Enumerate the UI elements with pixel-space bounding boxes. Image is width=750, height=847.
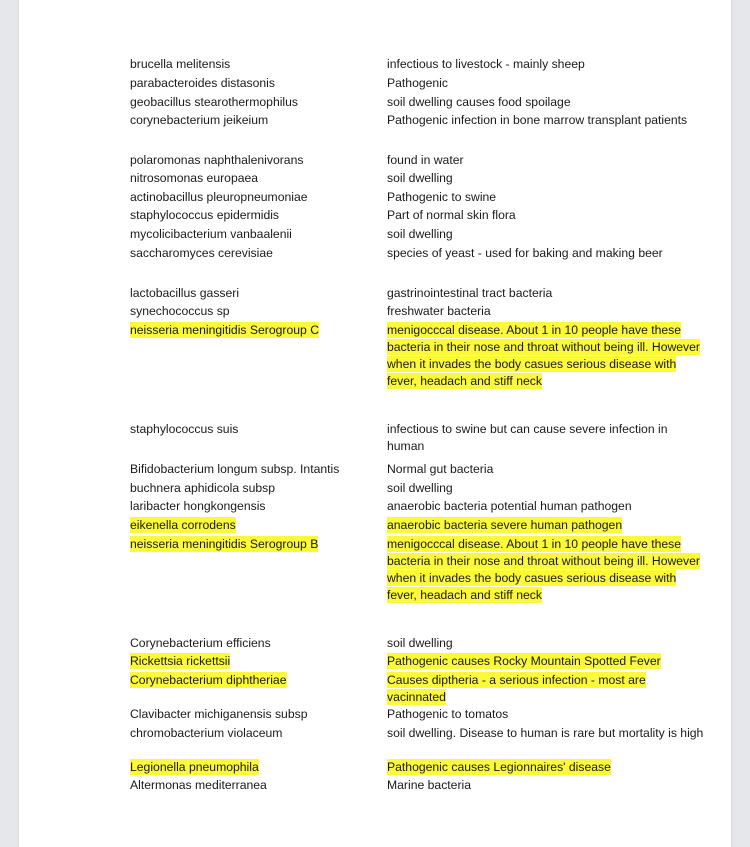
organism-description-text: anaerobic bacteria potential human pathogen — [387, 499, 632, 513]
organism-name-text: geobacillus stearothermophilus — [130, 95, 299, 109]
organism-description-text: species of yeast - used for baking and making beer — [387, 246, 663, 260]
organism-description — [387, 56, 707, 73]
organism-name — [130, 536, 375, 553]
organism-name — [130, 480, 375, 497]
organism-name-text: synechococcus sp — [130, 304, 230, 318]
organism-description — [387, 303, 707, 320]
organism-description-text: found in water — [387, 153, 464, 167]
organism-description — [387, 759, 707, 776]
organism-description — [387, 189, 707, 206]
organism-description — [387, 75, 707, 92]
organism-description — [387, 536, 707, 604]
organism-name — [130, 170, 375, 187]
organism-name-text: laribacter hongkongensis — [130, 499, 266, 513]
organism-name — [130, 303, 375, 320]
organism-description — [387, 653, 707, 670]
organism-description — [387, 152, 707, 169]
organism-name — [130, 56, 375, 73]
organism-name-text: Bifidobacterium longum subsp. Intantis — [130, 462, 340, 476]
organism-description-text: menigocccal disease. About 1 in 10 people have these bacteria in their nose and throat without being ill. However when it invades the body casues serious disease with fever, headach and stiff neck — [387, 323, 700, 388]
organism-name — [130, 75, 375, 92]
organism-name-text: actinobacillus pleuropneumoniae — [130, 190, 308, 204]
organism-description — [387, 517, 707, 534]
organism-description-text: Pathogenic infection in bone marrow transplant patients — [387, 113, 688, 127]
organism-description — [387, 170, 707, 187]
organism-description-text: soil dwelling — [387, 481, 453, 495]
organism-description — [387, 94, 707, 111]
organism-name-text: chromobacterium violaceum — [130, 726, 283, 740]
document-page — [19, 0, 731, 847]
organism-name — [130, 498, 375, 515]
organism-name — [130, 226, 375, 243]
organism-name — [130, 207, 375, 224]
organism-description-text: infectious to swine but can cause severe infection in human — [387, 422, 668, 453]
organism-name — [130, 94, 375, 111]
organism-description-text: menigocccal disease. About 1 in 10 people have these bacteria in their nose and throat without being ill. However when it invades the body casues serious disease with fever, headach and stiff neck — [387, 537, 700, 602]
organism-description — [387, 207, 707, 224]
organism-name-text: neisseria meningitidis Serogroup B — [130, 537, 319, 551]
organism-description-text: soil dwelling — [387, 227, 453, 241]
organism-description — [387, 777, 707, 794]
organism-name-text: mycolicibacterium vanbaalenii — [130, 227, 292, 241]
organism-name — [130, 152, 375, 169]
organism-name-text: Corynebacterium diphtheriae — [130, 673, 287, 687]
organism-description-text: Pathogenic causes Legionnaires' disease — [387, 760, 611, 774]
organism-name-text: Corynebacterium efficiens — [130, 636, 271, 650]
organism-name-text: Altermonas mediterranea — [130, 778, 267, 792]
organism-name — [130, 461, 375, 478]
organism-description-text: freshwater bacteria — [387, 304, 491, 318]
organism-description — [387, 226, 707, 243]
organism-description — [387, 245, 707, 262]
organism-name — [130, 421, 375, 438]
organism-description-text: soil dwelling — [387, 636, 453, 650]
organism-name — [130, 725, 375, 742]
organism-name-text: Rickettsia rickettsii — [130, 654, 231, 668]
organism-name — [130, 285, 375, 302]
organism-name-text: corynebacterium jeikeium — [130, 113, 269, 127]
organism-name-text: buchnera aphidicola subsp — [130, 481, 276, 495]
organism-description-text: soil dwelling. Disease to human is rare but mortality is high — [387, 726, 704, 740]
organism-description-text: Part of normal skin flora — [387, 208, 516, 222]
organism-name-text: staphylococcus epidermidis — [130, 208, 280, 222]
organism-name — [130, 517, 375, 534]
organism-description — [387, 635, 707, 652]
organism-description-text: Causes diptheria - a serious infection - most are vacinnated — [387, 673, 646, 704]
organism-name-text: neisseria meningitidis Serogroup C — [130, 323, 320, 337]
organism-description-text: Pathogenic to swine — [387, 190, 497, 204]
organism-name-text: Legionella pneumophila — [130, 760, 259, 774]
organism-description — [387, 480, 707, 497]
organism-description — [387, 672, 707, 706]
organism-name-text: nitrosomonas europaea — [130, 171, 259, 185]
organism-name — [130, 322, 375, 339]
organism-description-text: infectious to livestock - mainly sheep — [387, 57, 585, 71]
organism-name — [130, 635, 375, 652]
organism-name-text: parabacteroides distasonis — [130, 76, 275, 90]
organism-name-text: Clavibacter michiganensis subsp — [130, 707, 308, 721]
organism-name — [130, 759, 375, 776]
organism-description — [387, 498, 707, 515]
organism-description-text: Marine bacteria — [387, 778, 471, 792]
organism-name — [130, 706, 375, 723]
organism-name-text: brucella melitensis — [130, 57, 231, 71]
organism-name — [130, 112, 375, 129]
organism-name-text: staphylococcus suis — [130, 422, 239, 436]
organism-name — [130, 653, 375, 670]
organism-description — [387, 112, 707, 129]
organism-description — [387, 285, 707, 302]
organism-name — [130, 245, 375, 262]
organism-name-text: eikenella corrodens — [130, 518, 236, 532]
organism-name-text: lactobacillus gasseri — [130, 286, 240, 300]
organism-name — [130, 189, 375, 206]
organism-description-text: soil dwelling causes food spoilage — [387, 95, 571, 109]
organism-description-text: Pathogenic — [387, 76, 448, 90]
organism-name-text: polaromonas naphthalenivorans — [130, 153, 304, 167]
organism-description — [387, 706, 707, 723]
organism-description-text: anaerobic bacteria severe human pathogen — [387, 518, 623, 532]
organism-description — [387, 322, 707, 390]
organism-description-text: Pathogenic causes Rocky Mountain Spotted Fever — [387, 654, 661, 668]
organism-description-text: soil dwelling — [387, 171, 453, 185]
organism-name — [130, 672, 375, 689]
organism-description — [387, 461, 707, 478]
organism-description — [387, 421, 707, 455]
organism-description — [387, 725, 707, 742]
organism-description-text: Normal gut bacteria — [387, 462, 494, 476]
organism-name-text: saccharomyces cerevisiae — [130, 246, 273, 260]
organism-description-text: gastrinointestinal tract bacteria — [387, 286, 553, 300]
organism-description-text: Pathogenic to tomatos — [387, 707, 509, 721]
organism-name — [130, 777, 375, 794]
